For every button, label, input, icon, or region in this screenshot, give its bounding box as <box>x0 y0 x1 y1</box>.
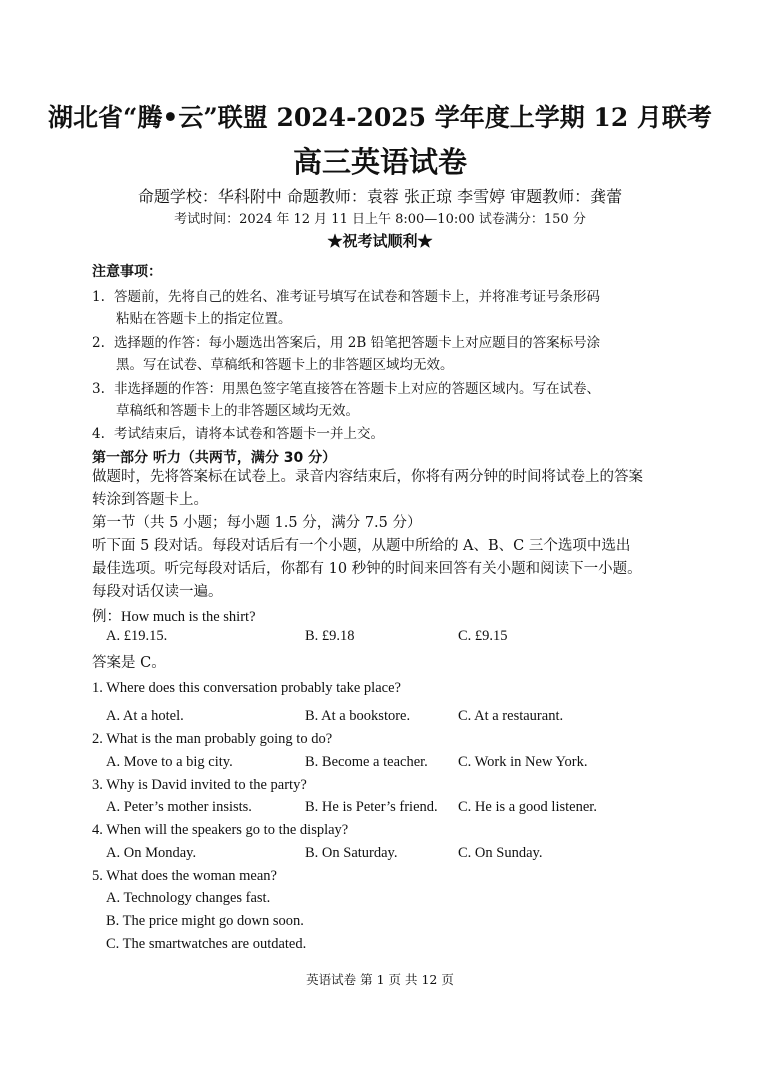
question-1-option-c: C. At a restaurant. <box>458 708 564 724</box>
question-2: 2. What is the man probably going to do? <box>92 731 333 747</box>
good-luck-line: ★祝考试顺利★ <box>327 232 433 250</box>
notice-number: 4. <box>92 426 105 442</box>
question-2-option-a: A. Move to a big city. <box>106 754 233 770</box>
question-5-option-a: A. Technology changes fast. <box>106 890 271 906</box>
question-3-option-c: C. He is a good listener. <box>458 799 597 815</box>
question-4-option-b: B. On Saturday. <box>305 845 398 861</box>
question-5-option-c: C. The smartwatches are outdated. <box>106 936 307 952</box>
notice-text-continued: 粘贴在答题卡上的指定位置。 <box>116 310 292 327</box>
notice-text: 考试结束后，请将本试卷和答题卡一并上交。 <box>114 426 384 442</box>
notice-number: 1. <box>92 289 105 305</box>
notice-text: 答题前，先将自己的姓名、准考证号填写在试卷和答题卡上，并将准考证号条形码 <box>114 289 600 305</box>
part1-heading: 第一部分 听力（共两节，满分 30 分） <box>92 450 337 466</box>
notice-item-2 <box>92 333 672 376</box>
question-3-option-b: B. He is Peter’s friend. <box>305 799 438 815</box>
notice-text-continued: 黑。写在试卷、草稿纸和答题卡上的非答题区域均无效。 <box>116 356 454 373</box>
instruction-line: 每段对话仅读一遍。 <box>92 584 223 600</box>
instruction-line: 转涂到答题卡上。 <box>92 492 208 508</box>
notice-item-4 <box>92 424 672 446</box>
setters-line: 命题学校：华科附中 命题教师：袁蓉 张正琼 李雪婷 审题教师：龚蕾 <box>137 187 623 206</box>
example-question: 例：How much is the shirt? <box>92 609 256 625</box>
question-4-option-a: A. On Monday. <box>106 845 197 861</box>
example-option-b: B. £9.18 <box>305 628 355 644</box>
exam-title: 湖北省“腾•云”联盟 2024-2025 学年度上学期 12 月联考 <box>48 103 712 132</box>
example-option-a: A. £19.15. <box>106 628 168 644</box>
page-footer: 英语试卷 第 1 页 共 12 页 <box>306 972 454 987</box>
question-3: 3. Why is David invited to the party? <box>92 777 307 793</box>
question-1-option-b: B. At a bookstore. <box>305 708 411 724</box>
question-2-option-c: C. Work in New York. <box>458 754 588 770</box>
section1-instruction <box>92 535 672 604</box>
example-option-c: C. £9.15 <box>458 628 508 644</box>
question-1-option-a: A. At a hotel. <box>106 708 184 724</box>
notice-item-3 <box>92 379 672 422</box>
question-4-option-c: C. On Sunday. <box>458 845 543 861</box>
notice-text: 选择题的作答：每小题选出答案后，用 2B 铅笔把答题卡上对应题目的答案标号涂 <box>114 335 601 351</box>
question-1: 1. Where does this conversation probably take place? <box>92 680 401 696</box>
notice-item-1 <box>92 287 672 330</box>
instruction-line: 最佳选项。听完每段对话后，你都有 10 秒钟的时间来回答有关小题和阅读下一小题。 <box>92 561 642 577</box>
notice-text-continued: 草稿纸和答题卡上的非答题区域均无效。 <box>116 402 359 419</box>
question-5: 5. What does the woman mean? <box>92 868 277 884</box>
notice-heading: 注意事项： <box>92 264 162 280</box>
notice-text: 非选择题的作答：用黑色签字笔直接答在答题卡上对应的答题区域内。写在试卷、 <box>114 381 600 397</box>
instruction-line: 做题时，先将答案标在试卷上。录音内容结束后，你将有两分钟的时间将试卷上的答案 <box>92 469 643 485</box>
part1-instruction <box>92 466 672 512</box>
question-3-option-a: A. Peter’s mother insists. <box>106 799 252 815</box>
question-5-option-b: B. The price might go down soon. <box>106 913 304 929</box>
notice-number: 2. <box>92 335 105 351</box>
exam-subtitle: 高三英语试卷 <box>292 145 467 179</box>
example-answer: 答案是 C。 <box>92 655 166 671</box>
exam-info: 考试时间：2024 年 12 月 11 日上午 8:00—10:00 试卷满分：150 分 <box>174 212 586 227</box>
question-4: 4. When will the speakers go to the display? <box>92 822 349 838</box>
notice-number: 3. <box>92 381 105 397</box>
question-2-option-b: B. Become a teacher. <box>305 754 428 770</box>
instruction-line: 听下面 5 段对话。每段对话后有一个小题，从题中所给的 A、B、C 三个选项中选出 <box>92 538 631 554</box>
section1-heading: 第一节（共 5 小题；每小题 1.5 分，满分 7.5 分） <box>92 515 422 531</box>
